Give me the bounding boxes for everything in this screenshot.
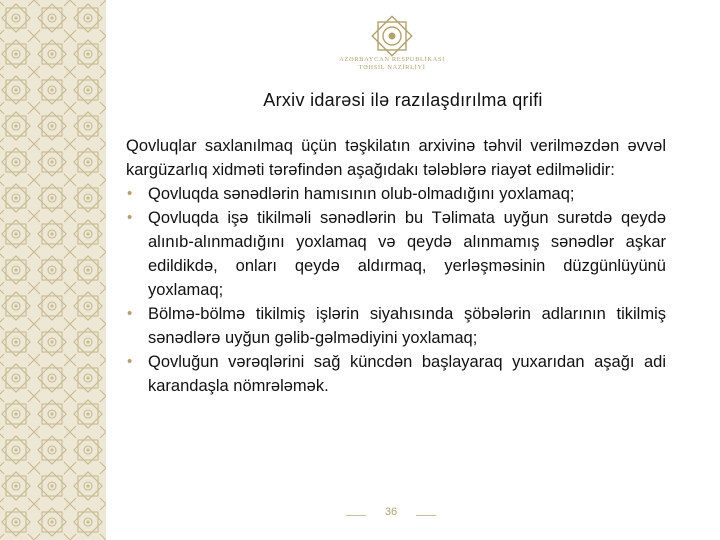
list-item-text: Qovluğun vərəqlərini sağ küncdən başlayaraq yuxarıdan aşağı adi karandaşla nömrələmək. [148, 353, 666, 395]
list-item [126, 302, 666, 350]
list-item [126, 182, 666, 206]
bullet-icon: • [127, 209, 133, 226]
page-number: 36 [384, 506, 398, 518]
list-item-text: Qovluqda sənədlərin hamısının olub-olmadığını yoxlamaq; [148, 185, 575, 203]
list-item [126, 350, 666, 398]
bullet-icon: • [127, 185, 133, 202]
footer-divider-right [416, 515, 436, 516]
organization-name [300, 56, 484, 72]
organization-name-line2: TƏHSİL NAZİRLİYİ [358, 64, 426, 71]
list-item [126, 206, 666, 302]
slide-title: Arxiv idarəsi ilə razılaşdırılma qrifi [263, 90, 543, 110]
requirements-list [126, 182, 666, 398]
intro-paragraph: Qovluqlar saxlanılmaq üçün təşkilatın arxivinə təhvil verilməzdən əvvəl kargüzarlıq xidməti tərəfindən aşağıdakı tələblərə riayət edilməlidir: [126, 137, 666, 179]
list-item-text: Qovluqda işə tikilməli sənədlərin bu Təlimata uyğun surətdə qeydə alınıb-alınmadığını yoxlamaq və qeydə alınmamış sənədlər aşkar edildikdə, onları qeydə aldırmaq, yerləşməsinin düzgünlüyünü yoxlamaq; [148, 209, 666, 299]
ornamental-side-pattern [0, 0, 106, 540]
slide-body [126, 134, 666, 398]
ministry-emblem-icon [366, 10, 418, 62]
bullet-icon: • [127, 353, 133, 370]
organization-name-line1: AZƏRBAYCAN RESPUBLİKASI [339, 56, 445, 63]
bullet-icon: • [127, 305, 133, 322]
list-item-text: Bölmə-bölmə tikilmiş işlərin siyahısında şöbələrin adlarının tikilmiş sənədlərə uyğun gəlib-gəlmədiyini yoxlamaq; [148, 305, 666, 347]
page-footer [346, 506, 436, 522]
